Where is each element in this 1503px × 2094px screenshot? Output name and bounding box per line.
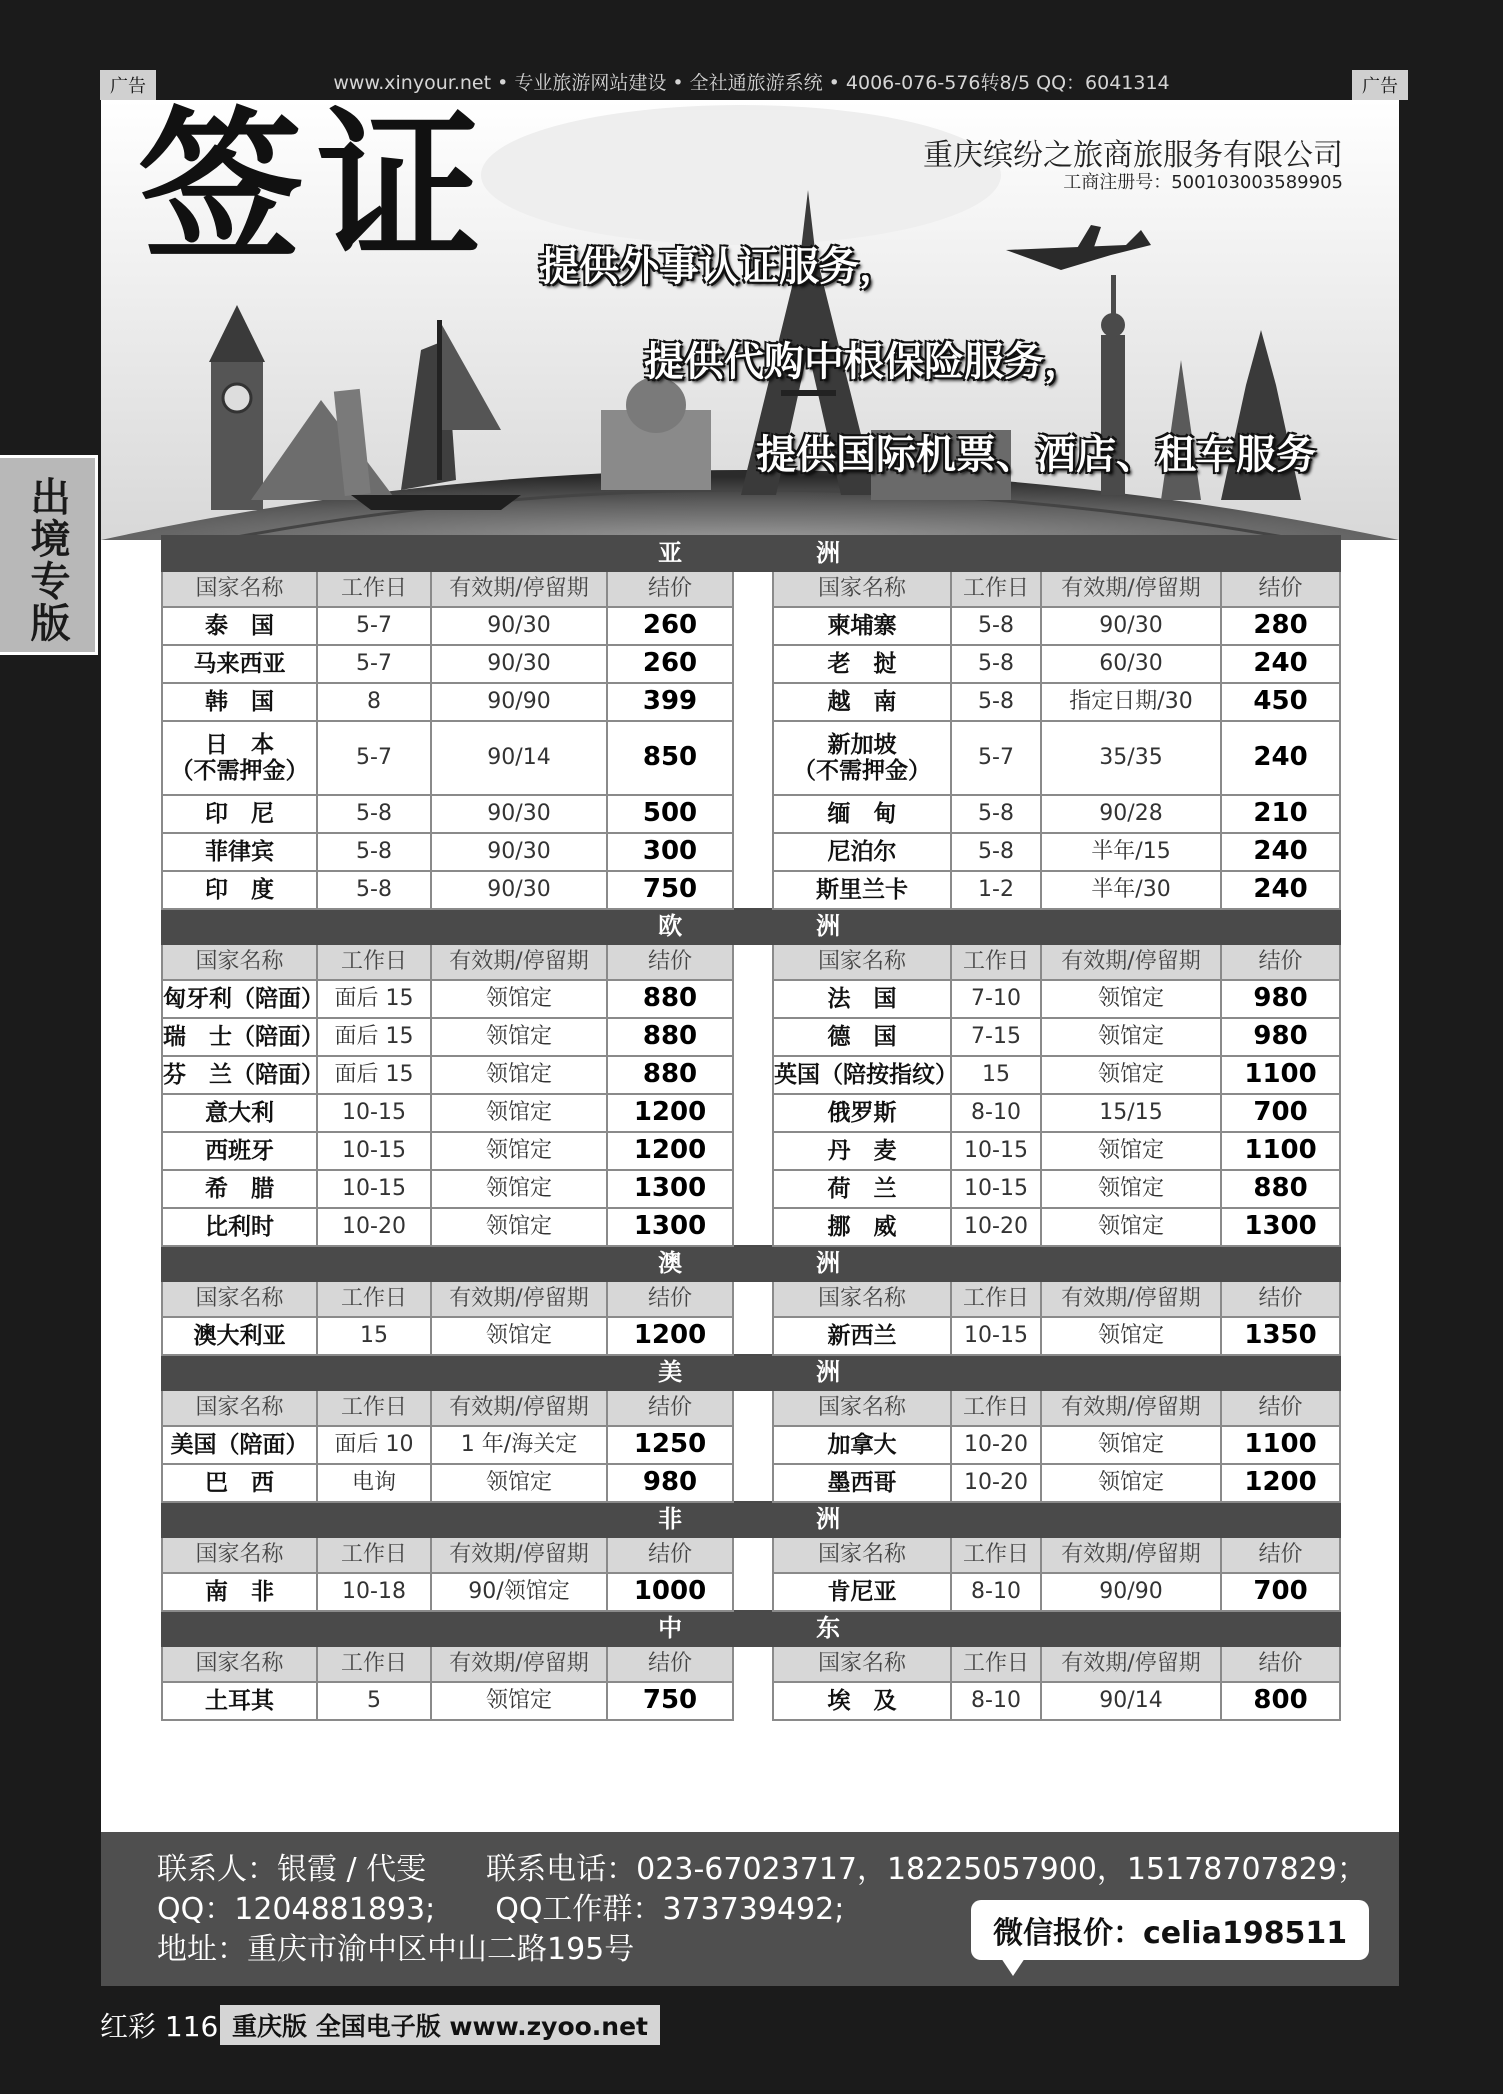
column-header-validity: 有效期/停留期 [431,571,607,607]
region-title-char: 美 [658,1357,687,1386]
country-name: 巴 西 [162,1464,317,1502]
workdays: 5-8 [317,833,431,871]
workdays: 5-8 [951,607,1041,645]
hero-banner [101,100,1399,540]
column-header-workdays: 工作日 [317,1537,431,1573]
price: 1100 [1221,1132,1340,1170]
validity-stay: 领馆定 [431,1056,607,1094]
visa-row [162,645,1340,683]
column-header-price: 结价 [1221,944,1340,980]
contact-phone-line: 联系人：银霞 / 代雯 联系电话：023-67023717，18225057900，15178707829； [157,1852,1367,1887]
workdays: 面后 15 [317,1018,431,1056]
visa-row [162,833,1340,871]
validity-stay: 领馆定 [1041,1170,1221,1208]
price: 880 [607,1056,733,1094]
workdays: 面后 15 [317,980,431,1018]
column-header-price: 结价 [607,1281,733,1317]
validity-stay: 15/15 [1041,1094,1221,1132]
workdays: 15 [317,1317,431,1355]
price: 240 [1221,645,1340,683]
workdays: 7-10 [951,980,1041,1018]
workdays: 5-7 [951,721,1041,795]
workdays: 5-7 [317,607,431,645]
validity-stay: 90/28 [1041,795,1221,833]
validity-stay: 领馆定 [431,1682,607,1720]
country-name: 埃 及 [773,1682,951,1720]
workdays: 8-10 [951,1094,1041,1132]
workdays: 10-15 [317,1170,431,1208]
country-name: 老 挝 [773,645,951,683]
region-title-char: 洲 [816,1504,845,1533]
country-name: 法 国 [773,980,951,1018]
workdays: 面后 10 [317,1426,431,1464]
price: 450 [1221,683,1340,721]
column-header-workdays: 工作日 [317,1646,431,1682]
price: 240 [1221,721,1340,795]
country-name [773,721,951,795]
column-header-price: 结价 [607,1390,733,1426]
country-name: 马来西亚 [162,645,317,683]
registration-number: 工商注册号：500103003589905 [1063,172,1343,193]
region-title-char: 欧 [658,911,687,940]
visa-row [162,1426,1340,1464]
country-name: 美国（陪面） [162,1426,317,1464]
column-header-row [162,1390,1340,1426]
contact-address-line: 地址：重庆市渝中区中山二路195号 [157,1932,635,1967]
slogan-certification: 提供外事认证服务， [539,243,899,290]
visa-row [162,1132,1340,1170]
country-name: 比利时 [162,1208,317,1246]
region-title-char: 洲 [816,538,845,567]
price: 399 [607,683,733,721]
validity-stay: 领馆定 [1041,1208,1221,1246]
country-name: 西班牙 [162,1132,317,1170]
country-name: 芬 兰（陪面） [162,1056,317,1094]
country-name: 新西兰 [773,1317,951,1355]
country-name: 南 非 [162,1573,317,1611]
column-header-price: 结价 [607,1537,733,1573]
column-header-row [162,571,1340,607]
country-name: 挪 威 [773,1208,951,1246]
country-name: 泰 国 [162,607,317,645]
country-name: 印 尼 [162,795,317,833]
validity-stay: 领馆定 [1041,1132,1221,1170]
workdays: 5 [317,1682,431,1720]
price: 1300 [607,1208,733,1246]
workdays: 5-8 [317,871,431,909]
price: 280 [1221,607,1340,645]
validity-stay: 半年/30 [1041,871,1221,909]
country-name-line: （不需押金） [170,758,309,784]
region-title-char: 中 [658,1613,687,1642]
region-title [162,1611,1340,1646]
country-name: 希 腊 [162,1170,317,1208]
validity-stay: 指定日期/30 [1041,683,1221,721]
column-header-workdays: 工作日 [951,944,1041,980]
visa-title: 签证 [139,100,496,283]
column-header-workdays: 工作日 [951,571,1041,607]
visa-row [162,607,1340,645]
region-title-char: 洲 [816,911,845,940]
column-header-country: 国家名称 [162,1390,317,1426]
column-header-country: 国家名称 [162,1537,317,1573]
region-header-row [162,1611,1340,1646]
column-header-price: 结价 [607,944,733,980]
price: 260 [607,645,733,683]
region-header-row [162,1355,1340,1390]
price: 700 [1221,1094,1340,1132]
column-header-validity: 有效期/停留期 [1041,944,1221,980]
country-name: 菲律宾 [162,833,317,871]
workdays: 1-2 [951,871,1041,909]
workdays: 10-20 [317,1208,431,1246]
column-header-validity: 有效期/停留期 [1041,571,1221,607]
country-name: 荷 兰 [773,1170,951,1208]
price: 750 [607,871,733,909]
column-header-row [162,1646,1340,1682]
column-header-workdays: 工作日 [317,1390,431,1426]
price: 1300 [607,1170,733,1208]
advert-page [101,100,1399,1986]
price: 1200 [607,1317,733,1355]
column-header-country: 国家名称 [773,1537,951,1573]
price: 1200 [607,1132,733,1170]
price: 260 [607,607,733,645]
visa-row [162,980,1340,1018]
validity-stay: 90/30 [431,833,607,871]
edition-label: 重庆版 全国电子版 www.zyoo.net [220,2005,660,2045]
visa-row [162,1317,1340,1355]
price: 240 [1221,871,1340,909]
validity-stay: 领馆定 [1041,1426,1221,1464]
column-header-validity: 有效期/停留期 [1041,1537,1221,1573]
country-name: 韩 国 [162,683,317,721]
contact-qq-line: QQ：1204881893; QQ工作群：373739492; [157,1892,845,1927]
workdays: 10-15 [317,1132,431,1170]
region-header-row [162,1502,1340,1537]
price: 1300 [1221,1208,1340,1246]
validity-stay: 35/35 [1041,721,1221,795]
workdays: 5-8 [951,645,1041,683]
validity-stay: 90/领馆定 [431,1573,607,1611]
top-info-line: www.xinyour.net • 专业旅游网站建设 • 全社通旅游系统 • 4006-076-576转8/5 QQ：6041314 [333,72,1170,94]
column-header-price: 结价 [607,1646,733,1682]
workdays: 10-20 [951,1464,1041,1502]
country-name-line: 新加坡 [827,731,897,758]
price: 500 [607,795,733,833]
ad-tag-right: 广告 [1352,70,1408,100]
ad-tag-left: 广告 [100,70,156,100]
price: 880 [607,1018,733,1056]
country-name: 墨西哥 [773,1464,951,1502]
price: 980 [607,1464,733,1502]
visa-row [162,1464,1340,1502]
column-header-price: 结价 [607,571,733,607]
country-name: 匈牙利（陪面） [162,980,317,1018]
price: 1100 [1221,1426,1340,1464]
price: 700 [1221,1573,1340,1611]
column-header-row [162,1281,1340,1317]
country-name: 意大利 [162,1094,317,1132]
country-name: 肯尼亚 [773,1573,951,1611]
column-header-validity: 有效期/停留期 [431,1281,607,1317]
column-header-country: 国家名称 [773,1646,951,1682]
workdays: 10-18 [317,1573,431,1611]
region-title-char: 非 [658,1504,687,1533]
workdays: 5-7 [317,645,431,683]
workdays: 5-8 [951,683,1041,721]
section-side-tab [0,455,98,655]
workdays: 7-15 [951,1018,1041,1056]
price: 980 [1221,980,1340,1018]
validity-stay: 领馆定 [431,1170,607,1208]
workdays: 8 [317,683,431,721]
visa-price-table [161,535,1339,1721]
country-name: 印 度 [162,871,317,909]
column-header-country: 国家名称 [773,1390,951,1426]
validity-stay: 领馆定 [431,1132,607,1170]
price: 1000 [607,1573,733,1611]
column-header-row [162,944,1340,980]
country-name-line: 日 本 [205,731,274,758]
price: 1100 [1221,1056,1340,1094]
visa-row [162,721,1340,795]
country-name-line: （不需押金） [793,758,931,784]
workdays: 10-20 [951,1426,1041,1464]
country-name: 越 南 [773,683,951,721]
price: 980 [1221,1018,1340,1056]
page-number: 红彩 116 [100,2010,219,2043]
workdays: 10-15 [951,1132,1041,1170]
validity-stay: 领馆定 [1041,1056,1221,1094]
column-header-price: 结价 [1221,1281,1340,1317]
column-header-workdays: 工作日 [951,1281,1041,1317]
visa-price-grid [161,535,1341,1721]
validity-stay: 90/90 [1041,1573,1221,1611]
validity-stay: 领馆定 [1041,1317,1221,1355]
slogan-insurance: 提供代购中根保险服务， [644,338,1084,385]
region-header-row [162,536,1340,571]
column-header-country: 国家名称 [773,571,951,607]
visa-row [162,1682,1340,1720]
validity-stay: 领馆定 [431,1208,607,1246]
country-name: 缅 甸 [773,795,951,833]
column-header-country: 国家名称 [162,571,317,607]
validity-stay: 90/30 [431,607,607,645]
column-header-validity: 有效期/停留期 [1041,1390,1221,1426]
column-header-price: 结价 [1221,1646,1340,1682]
contact-footer [101,1832,1399,1986]
region-title [162,1355,1340,1390]
country-name: 尼泊尔 [773,833,951,871]
country-name: 斯里兰卡 [773,871,951,909]
column-header-country: 国家名称 [162,1646,317,1682]
column-header-validity: 有效期/停留期 [431,1390,607,1426]
price: 800 [1221,1682,1340,1720]
visa-row [162,795,1340,833]
price: 850 [607,721,733,795]
workdays: 10-15 [317,1094,431,1132]
price: 880 [607,980,733,1018]
region-title [162,1502,1340,1537]
column-header-validity: 有效期/停留期 [1041,1646,1221,1682]
region-title-char: 澳 [658,1248,687,1277]
workdays: 10-20 [951,1208,1041,1246]
column-header-validity: 有效期/停留期 [431,1537,607,1573]
country-name: 加拿大 [773,1426,951,1464]
workdays: 5-8 [951,795,1041,833]
column-header-validity: 有效期/停留期 [431,1646,607,1682]
column-header-workdays: 工作日 [317,944,431,980]
visa-row [162,1573,1340,1611]
column-header-workdays: 工作日 [951,1537,1041,1573]
price: 1200 [607,1094,733,1132]
column-header-country: 国家名称 [162,944,317,980]
visa-row [162,1056,1340,1094]
region-title [162,536,1340,571]
column-header-price: 结价 [1221,1390,1340,1426]
slogan-tickets-hotel: 提供国际机票、酒店、租车服务 [756,431,1316,478]
country-name: 俄罗斯 [773,1094,951,1132]
top-bar [0,62,1503,98]
region-title-char: 洲 [816,1357,845,1386]
region-title-char: 东 [816,1613,845,1642]
validity-stay: 领馆定 [1041,1018,1221,1056]
visa-row [162,1208,1340,1246]
workdays: 5-8 [317,795,431,833]
validity-stay: 领馆定 [431,1317,607,1355]
workdays: 5-8 [951,833,1041,871]
workdays: 电询 [317,1464,431,1502]
price: 750 [607,1682,733,1720]
column-header-country: 国家名称 [773,1281,951,1317]
validity-stay: 90/14 [1041,1682,1221,1720]
validity-stay: 领馆定 [431,1094,607,1132]
workdays: 8-10 [951,1573,1041,1611]
wechat-quote-bubble: 微信报价：celia198511 [971,1900,1369,1960]
validity-stay: 90/30 [431,645,607,683]
validity-stay: 90/14 [431,721,607,795]
section-side-tab-label: 出境专版 [24,476,70,644]
column-header-workdays: 工作日 [317,571,431,607]
region-title [162,1246,1340,1281]
workdays: 15 [951,1056,1041,1094]
country-name: 丹 麦 [773,1132,951,1170]
column-header-price: 结价 [1221,1537,1340,1573]
region-header-row [162,909,1340,944]
country-name: 瑞 士（陪面） [162,1018,317,1056]
workdays: 8-10 [951,1682,1041,1720]
country-name: 土耳其 [162,1682,317,1720]
workdays: 面后 15 [317,1056,431,1094]
region-header-row [162,1246,1340,1281]
column-header-validity: 有效期/停留期 [1041,1281,1221,1317]
price: 1350 [1221,1317,1340,1355]
country-name: 德 国 [773,1018,951,1056]
price: 240 [1221,833,1340,871]
validity-stay: 领馆定 [431,1464,607,1502]
validity-stay: 90/30 [431,871,607,909]
price: 1200 [1221,1464,1340,1502]
country-name: 柬埔寨 [773,607,951,645]
country-name: 英国（陪按指纹） [773,1056,951,1094]
column-header-workdays: 工作日 [951,1390,1041,1426]
validity-stay: 领馆定 [431,980,607,1018]
workdays: 5-7 [317,721,431,795]
validity-stay: 90/30 [431,795,607,833]
column-header-price: 结价 [1221,571,1340,607]
validity-stay: 领馆定 [431,1018,607,1056]
validity-stay: 领馆定 [1041,980,1221,1018]
visa-row [162,1018,1340,1056]
validity-stay: 60/30 [1041,645,1221,683]
validity-stay: 1 年/海关定 [431,1426,607,1464]
visa-row [162,1094,1340,1132]
price: 210 [1221,795,1340,833]
company-name: 重庆缤纷之旅商旅服务有限公司 [923,138,1343,173]
workdays: 10-15 [951,1317,1041,1355]
validity-stay: 90/90 [431,683,607,721]
visa-row [162,683,1340,721]
column-header-workdays: 工作日 [317,1281,431,1317]
price: 1250 [607,1426,733,1464]
country-name [162,721,317,795]
column-header-workdays: 工作日 [951,1646,1041,1682]
region-title-char: 亚 [658,538,687,567]
price: 880 [1221,1170,1340,1208]
region-title-char: 洲 [816,1248,845,1277]
validity-stay: 领馆定 [1041,1464,1221,1502]
region-title [162,909,1340,944]
validity-stay: 半年/15 [1041,833,1221,871]
column-header-validity: 有效期/停留期 [431,944,607,980]
visa-row [162,871,1340,909]
visa-row [162,1170,1340,1208]
validity-stay: 90/30 [1041,607,1221,645]
column-header-country: 国家名称 [162,1281,317,1317]
price: 300 [607,833,733,871]
column-header-row [162,1537,1340,1573]
workdays: 10-15 [951,1170,1041,1208]
country-name: 澳大利亚 [162,1317,317,1355]
column-header-country: 国家名称 [773,944,951,980]
